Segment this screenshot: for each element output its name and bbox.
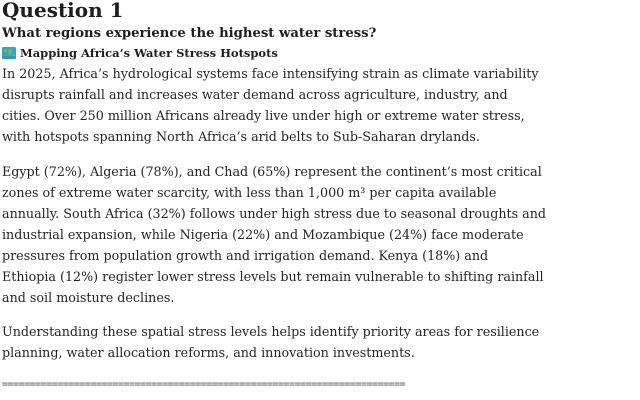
section-heading-text: Mapping Africa’s Water Stress Hotspots <box>20 46 278 60</box>
paragraph-line: industrial expansion, while Nigeria (22%) and Mozambique (24%) face moderate <box>2 227 524 242</box>
paragraph-line: Egypt (72%), Algeria (78%), and Chad (65%) represent the continent’s most critical <box>2 164 542 179</box>
paragraph-line: In 2025, Africa’s hydrological systems face intensifying strain as climate variability <box>2 66 539 81</box>
paragraph-line: Understanding these spatial stress levels helps identify priority areas for resilience <box>2 324 540 339</box>
question-title: Question 1 <box>2 0 124 22</box>
paragraph-line: annually. South Africa (32%) follows under high stress due to seasonal droughts and <box>2 206 547 221</box>
paragraph-line: with hotspots spanning North Africa’s arid belts to Sub-Saharan drylands. <box>2 129 480 144</box>
paragraph-line: disrupts rainfall and increases water demand across agriculture, industry, and <box>2 87 508 102</box>
paragraph-line: Ethiopia (12%) register lower stress levels but remain vulnerable to shifting rainfall <box>2 269 544 284</box>
world-map-icon <box>2 47 16 59</box>
paragraph-2 <box>2 161 562 308</box>
paragraph-line: planning, water allocation reforms, and innovation investments. <box>2 345 415 360</box>
paragraph-1 <box>2 63 562 147</box>
body-text <box>2 63 562 363</box>
paragraph-3 <box>2 321 562 363</box>
paragraph-line: pressures from population growth and irrigation demand. Kenya (18%) and <box>2 248 489 263</box>
paragraph-line: zones of extreme water scarcity, with less than 1,000 m³ per capita available <box>2 185 497 200</box>
divider-line: ========================================================================= <box>2 379 405 390</box>
question-subtitle: What regions experience the highest water stress? <box>2 26 377 41</box>
section-heading <box>2 45 278 61</box>
paragraph-line: and soil moisture declines. <box>2 290 175 305</box>
paragraph-line: cities. Over 250 million Africans already live under high or extreme water stress, <box>2 108 525 123</box>
